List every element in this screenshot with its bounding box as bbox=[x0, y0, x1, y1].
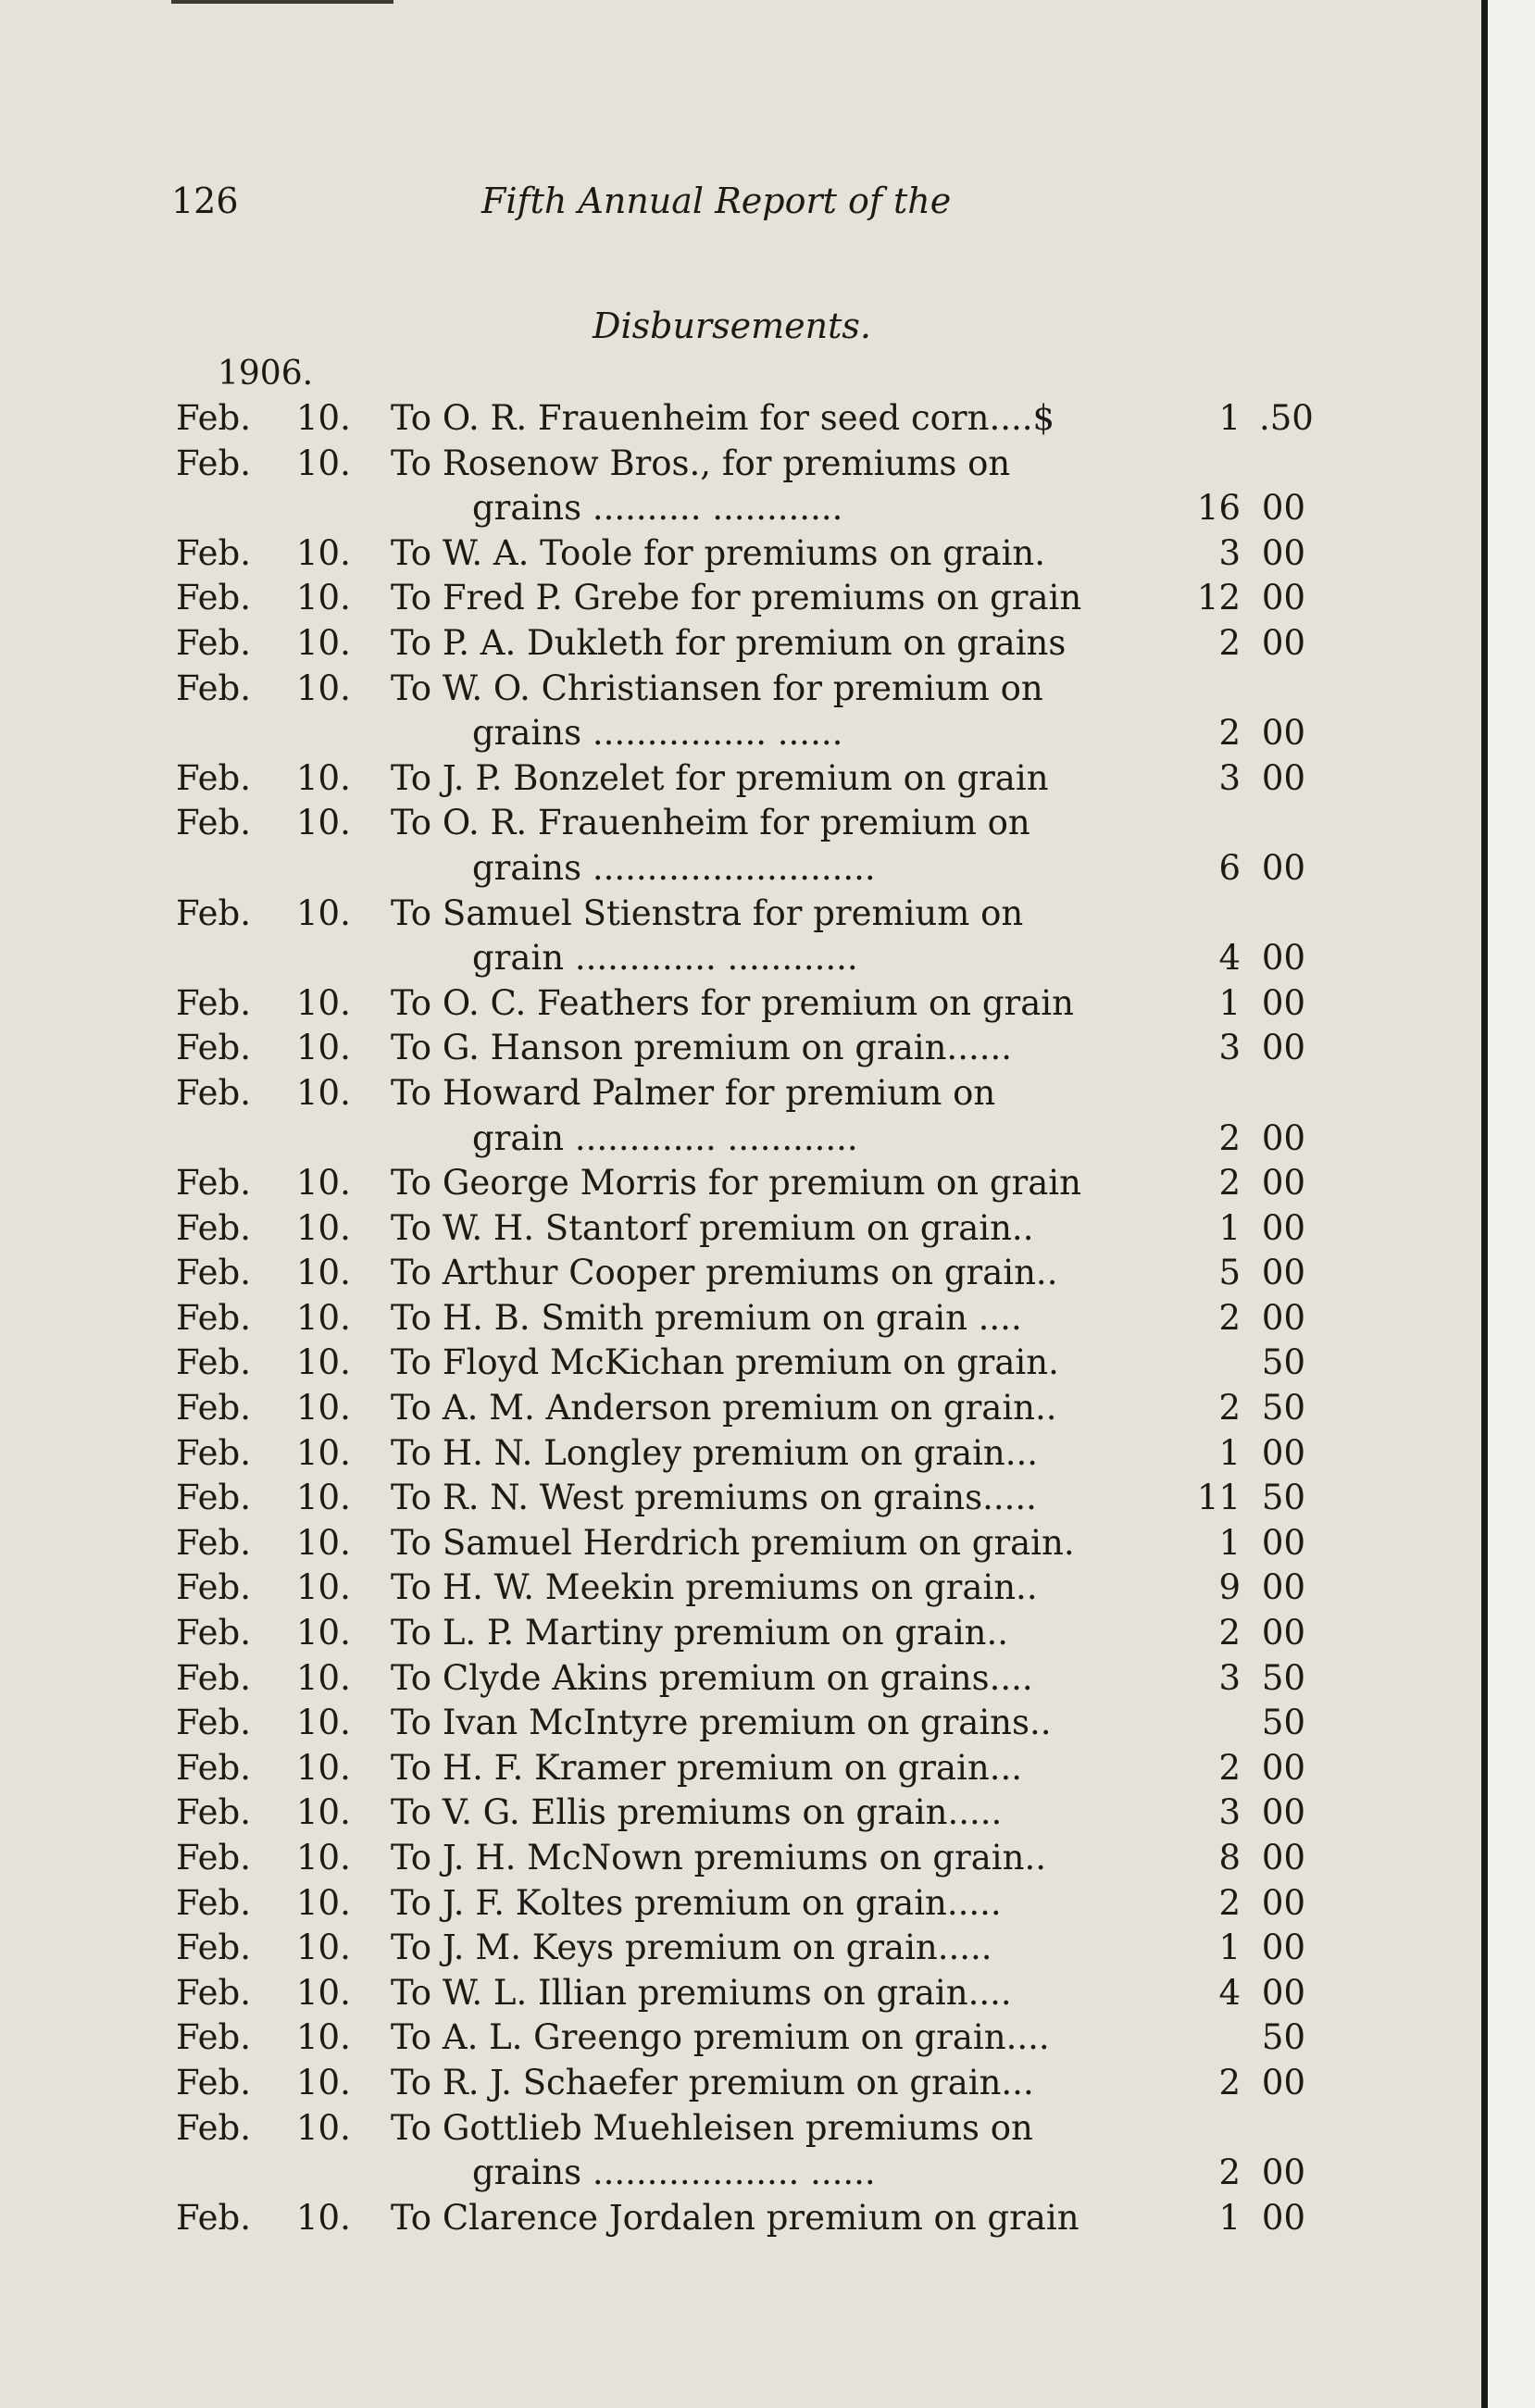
entry-cents: 00 bbox=[1261, 2152, 1305, 2193]
ledger-row bbox=[176, 2196, 1305, 2241]
entry-cents: 00 bbox=[1261, 1792, 1305, 1833]
entry-dollars: 1 bbox=[1218, 2197, 1241, 2238]
entry-cents: 50 bbox=[1261, 1388, 1305, 1429]
entry-month: Feb. bbox=[176, 892, 251, 933]
entry-description: To Gottlieb Muehleisen premiums on bbox=[391, 2107, 1033, 2148]
ledger-row bbox=[176, 1566, 1305, 1611]
entry-cents: 50 bbox=[1261, 1657, 1305, 1698]
entry-description: To George Morris for premium on grain bbox=[391, 1163, 1081, 1204]
entry-cents: 00 bbox=[1261, 938, 1305, 979]
entry-description: To Howard Palmer for premium on bbox=[391, 1072, 996, 1113]
entry-dollars: 8 bbox=[1218, 1838, 1241, 1878]
entry-description: To A. L. Greengo premium on grain.... bbox=[391, 2017, 1050, 2058]
entry-month: Feb. bbox=[176, 2062, 251, 2102]
entry-description: To Clarence Jordalen premium on grain bbox=[391, 2197, 1079, 2238]
entry-month: Feb. bbox=[176, 1253, 251, 1293]
ledger-row bbox=[176, 936, 1305, 981]
entry-month: Feb. bbox=[176, 1882, 251, 1923]
ledger-row bbox=[176, 667, 1305, 712]
entry-description: grains ................... ...... bbox=[472, 2152, 876, 2193]
ledger-row bbox=[176, 2061, 1305, 2106]
entry-cents: 00 bbox=[1261, 1297, 1305, 1338]
entry-day: 10. bbox=[296, 1567, 351, 1608]
entry-description: grains ................ ...... bbox=[472, 713, 843, 754]
entry-month: Feb. bbox=[176, 2107, 251, 2148]
entry-day: 10. bbox=[296, 1747, 351, 1788]
ledger-row bbox=[176, 1656, 1305, 1702]
entry-dollars: 9 bbox=[1218, 1567, 1241, 1608]
entry-description: To Ivan McIntyre premium on grains.. bbox=[391, 1703, 1052, 1743]
entry-month: Feb. bbox=[176, 1792, 251, 1833]
entry-cents: 00 bbox=[1261, 622, 1305, 663]
ledger-row bbox=[176, 1521, 1305, 1566]
entry-day: 10. bbox=[296, 1028, 351, 1068]
entry-day: 10. bbox=[296, 1522, 351, 1563]
entry-month: Feb. bbox=[176, 1072, 251, 1113]
entry-day: 10. bbox=[296, 1792, 351, 1833]
entry-month: Feb. bbox=[176, 1478, 251, 1518]
entry-month: Feb. bbox=[176, 1432, 251, 1473]
entry-dollars: 2 bbox=[1218, 1163, 1241, 1204]
entry-month: Feb. bbox=[176, 1657, 251, 1698]
entry-description: To A. M. Anderson premium on grain.. bbox=[391, 1388, 1057, 1429]
entry-cents: 00 bbox=[1261, 1928, 1305, 1968]
entry-description: To O. C. Feathers for premium on grain bbox=[391, 982, 1074, 1023]
entry-cents: 50 bbox=[1261, 1703, 1305, 1743]
entry-dollars: 3 bbox=[1218, 532, 1241, 573]
ledger-row bbox=[176, 396, 1314, 442]
entry-cents: 50 bbox=[1261, 1478, 1305, 1518]
entry-day: 10. bbox=[296, 1838, 351, 1878]
entry-cents: 00 bbox=[1261, 1747, 1305, 1788]
ledger-row bbox=[176, 1161, 1305, 1206]
entry-description: To W. H. Stantorf premium on grain.. bbox=[391, 1207, 1034, 1248]
ledger-row bbox=[176, 1296, 1305, 1341]
running-title: Fifth Annual Report of the bbox=[481, 181, 952, 221]
entry-day: 10. bbox=[296, 668, 351, 708]
entry-cents: 00 bbox=[1261, 847, 1305, 888]
entry-day: 10. bbox=[296, 1163, 351, 1204]
entry-dollars: 5 bbox=[1218, 1253, 1241, 1293]
entry-cents: 00 bbox=[1261, 713, 1305, 754]
entry-dollars: 2 bbox=[1218, 1613, 1241, 1653]
ledger-row bbox=[176, 1251, 1305, 1296]
ledger-row bbox=[176, 711, 1305, 756]
entry-day: 10. bbox=[296, 1657, 351, 1698]
entry-dollars: 2 bbox=[1218, 1747, 1241, 1788]
ledger-year: 1906. bbox=[218, 355, 314, 393]
entry-cents: 00 bbox=[1261, 1253, 1305, 1293]
ledger-row bbox=[176, 1926, 1305, 1971]
entry-description: To Fred P. Grebe for premiums on grain bbox=[391, 578, 1082, 618]
entry-description: To R. J. Schaefer premium on grain... bbox=[391, 2062, 1034, 2102]
entry-dollars: 11 bbox=[1196, 1478, 1241, 1518]
entry-day: 10. bbox=[296, 803, 351, 843]
entry-description: To Clyde Akins premium on grains.... bbox=[391, 1657, 1033, 1698]
entry-month: Feb. bbox=[176, 1207, 251, 1248]
page-number: 126 bbox=[171, 181, 239, 221]
entry-description: To J. P. Bonzelet for premium on grain bbox=[391, 757, 1049, 798]
entry-description: To H. W. Meekin premiums on grain.. bbox=[391, 1567, 1038, 1608]
entry-cents: 00 bbox=[1261, 1838, 1305, 1878]
entry-cents: 00 bbox=[1261, 2062, 1305, 2102]
entry-day: 10. bbox=[296, 1388, 351, 1429]
entry-cents: 50 bbox=[1261, 2017, 1305, 2058]
entry-cents: 00 bbox=[1261, 1117, 1305, 1158]
entry-dollars: 1 bbox=[1218, 1522, 1241, 1563]
ledger-row bbox=[176, 892, 1305, 937]
entry-month: Feb. bbox=[176, 398, 251, 438]
entry-month: Feb. bbox=[176, 1928, 251, 1968]
entry-dollars: 2 bbox=[1218, 622, 1241, 663]
entry-description: To J. M. Keys premium on grain..... bbox=[391, 1928, 992, 1968]
entry-description: To J. H. McNown premiums on grain.. bbox=[391, 1838, 1046, 1878]
entry-description: To W. L. Illian premiums on grain.... bbox=[391, 1972, 1012, 2013]
entry-description: grains .......... ............ bbox=[472, 488, 843, 529]
entry-month: Feb. bbox=[176, 757, 251, 798]
entry-day: 10. bbox=[296, 578, 351, 618]
entry-cents: 00 bbox=[1261, 1163, 1305, 1204]
entry-day: 10. bbox=[296, 622, 351, 663]
entry-description: To H. N. Longley premium on grain... bbox=[391, 1432, 1039, 1473]
entry-day: 10. bbox=[296, 1972, 351, 2013]
entry-month: Feb. bbox=[176, 1567, 251, 1608]
ledger-row bbox=[176, 1971, 1305, 2016]
top-rule bbox=[171, 0, 393, 4]
entry-cents: 00 bbox=[1261, 1567, 1305, 1608]
ledger-row bbox=[176, 1790, 1305, 1836]
entry-month: Feb. bbox=[176, 532, 251, 573]
entry-day: 10. bbox=[296, 1207, 351, 1248]
entry-description: To L. P. Martiny premium on grain.. bbox=[391, 1613, 1009, 1653]
page-margin bbox=[1488, 0, 1535, 2408]
ledger-row bbox=[176, 1431, 1305, 1477]
entry-month: Feb. bbox=[176, 443, 251, 483]
entry-day: 10. bbox=[296, 532, 351, 573]
entry-cents: 00 bbox=[1261, 2197, 1305, 2238]
entry-description: grain ............. ............ bbox=[472, 1117, 858, 1158]
ledger-row bbox=[176, 621, 1305, 667]
entry-cents: 00 bbox=[1261, 1972, 1305, 2013]
entry-day: 10. bbox=[296, 892, 351, 933]
ledger-row bbox=[176, 1386, 1305, 1431]
entry-day: 10. bbox=[296, 443, 351, 483]
entry-month: Feb. bbox=[176, 622, 251, 663]
entry-dollars: 4 bbox=[1218, 1972, 1241, 2013]
entry-cents: 00 bbox=[1261, 578, 1305, 618]
entry-dollars: 1 bbox=[1218, 1432, 1241, 1473]
entry-dollars: 2 bbox=[1218, 1117, 1241, 1158]
ledger-row bbox=[176, 1746, 1305, 1791]
entry-day: 10. bbox=[296, 1703, 351, 1743]
entry-day: 10. bbox=[296, 1882, 351, 1923]
entry-day: 10. bbox=[296, 398, 351, 438]
entry-month: Feb. bbox=[176, 1297, 251, 1338]
entry-day: 10. bbox=[296, 1072, 351, 1113]
entry-description: To R. N. West premiums on grains..... bbox=[391, 1478, 1037, 1518]
ledger-row bbox=[176, 1206, 1305, 1252]
disbursements-ledger bbox=[176, 396, 1314, 2240]
ledger-row bbox=[176, 1881, 1305, 1927]
entry-month: Feb. bbox=[176, 1388, 251, 1429]
ledger-row bbox=[176, 1476, 1305, 1521]
entry-dollars: 1 bbox=[1218, 1207, 1241, 1248]
entry-month: Feb. bbox=[176, 1163, 251, 1204]
entry-day: 10. bbox=[296, 1297, 351, 1338]
ledger-row bbox=[176, 1611, 1305, 1656]
entry-day: 10. bbox=[296, 1613, 351, 1653]
entry-day: 10. bbox=[296, 1432, 351, 1473]
entry-description: To O. R. Frauenheim for seed corn....$ bbox=[391, 398, 1055, 438]
entry-month: Feb. bbox=[176, 1522, 251, 1563]
entry-dollars: 1 bbox=[1218, 982, 1241, 1023]
ledger-row bbox=[176, 486, 1305, 531]
entry-cents: 00 bbox=[1261, 1882, 1305, 1923]
entry-cents: 00 bbox=[1261, 982, 1305, 1023]
entry-month: Feb. bbox=[176, 1613, 251, 1653]
entry-description: To Samuel Herdrich premium on grain. bbox=[391, 1522, 1075, 1563]
entry-day: 10. bbox=[296, 1253, 351, 1293]
entry-dollars: 2 bbox=[1218, 2152, 1241, 2193]
entry-dollars: 3 bbox=[1218, 1657, 1241, 1698]
entry-day: 10. bbox=[296, 982, 351, 1023]
ledger-row bbox=[176, 1341, 1305, 1386]
entry-dollars: 3 bbox=[1218, 757, 1241, 798]
entry-day: 10. bbox=[296, 2017, 351, 2058]
entry-description: To G. Hanson premium on grain...... bbox=[391, 1028, 1013, 1068]
entry-description: To J. F. Koltes premium on grain..... bbox=[391, 1882, 1002, 1923]
entry-day: 10. bbox=[296, 2197, 351, 2238]
ledger-row bbox=[176, 1836, 1305, 1881]
entry-day: 10. bbox=[296, 1928, 351, 1968]
entry-dollars: 2 bbox=[1218, 1388, 1241, 1429]
entry-day: 10. bbox=[296, 2062, 351, 2102]
entry-cents: 50 bbox=[1261, 1342, 1305, 1383]
entry-description: To Arthur Cooper premiums on grain.. bbox=[391, 1253, 1058, 1293]
ledger-row bbox=[176, 2151, 1305, 2196]
entry-month: Feb. bbox=[176, 2017, 251, 2058]
entry-dollars: 1 bbox=[1218, 398, 1241, 438]
entry-dollars: 6 bbox=[1218, 847, 1241, 888]
section-title: Disbursements. bbox=[593, 306, 871, 346]
entry-dollars: 2 bbox=[1218, 2062, 1241, 2102]
entry-dollars: 2 bbox=[1218, 1882, 1241, 1923]
entry-cents: 00 bbox=[1261, 488, 1305, 529]
entry-month: Feb. bbox=[176, 1972, 251, 2013]
entry-dollars: 2 bbox=[1218, 1297, 1241, 1338]
entry-description: To W. O. Christiansen for premium on bbox=[391, 668, 1043, 708]
entry-month: Feb. bbox=[176, 982, 251, 1023]
entry-cents: 00 bbox=[1261, 757, 1305, 798]
entry-cents: 00 bbox=[1261, 1613, 1305, 1653]
entry-dollars: 4 bbox=[1218, 938, 1241, 979]
entry-description: To P. A. Dukleth for premium on grains bbox=[391, 622, 1067, 663]
ledger-row bbox=[176, 531, 1305, 577]
entry-day: 10. bbox=[296, 1342, 351, 1383]
entry-cents: 00 bbox=[1261, 1028, 1305, 1068]
ledger-row bbox=[176, 442, 1305, 487]
entry-description: To H. B. Smith premium on grain .... bbox=[391, 1297, 1022, 1338]
entry-description: grain ............. ............ bbox=[472, 938, 858, 979]
entry-dollars: 2 bbox=[1218, 713, 1241, 754]
entry-dollars: 16 bbox=[1196, 488, 1241, 529]
page-edge-bar bbox=[1481, 0, 1488, 2408]
ledger-row bbox=[176, 1701, 1305, 1746]
entry-dollars: 1 bbox=[1218, 1928, 1241, 1968]
entry-cents: 00 bbox=[1261, 1522, 1305, 1563]
ledger-row bbox=[176, 1071, 1305, 1117]
entry-month: Feb. bbox=[176, 1703, 251, 1743]
entry-description: To Samuel Stienstra for premium on bbox=[391, 892, 1024, 933]
ledger-row bbox=[176, 2015, 1305, 2061]
entry-month: Feb. bbox=[176, 1838, 251, 1878]
entry-description: To Rosenow Bros., for premiums on bbox=[391, 443, 1011, 483]
entry-month: Feb. bbox=[176, 1747, 251, 1788]
entry-cents: .50 bbox=[1259, 398, 1314, 438]
entry-dollars: 3 bbox=[1218, 1792, 1241, 1833]
ledger-row bbox=[176, 801, 1305, 846]
entry-description: grains .......................... bbox=[472, 847, 876, 888]
entry-month: Feb. bbox=[176, 668, 251, 708]
ledger-row bbox=[176, 2106, 1305, 2152]
entry-day: 10. bbox=[296, 2107, 351, 2148]
entry-month: Feb. bbox=[176, 803, 251, 843]
entry-month: Feb. bbox=[176, 1342, 251, 1383]
entry-cents: 00 bbox=[1261, 532, 1305, 573]
ledger-row bbox=[176, 1026, 1305, 1071]
entry-description: To O. R. Frauenheim for premium on bbox=[391, 803, 1030, 843]
entry-description: To H. F. Kramer premium on grain... bbox=[391, 1747, 1022, 1788]
ledger-row bbox=[176, 981, 1305, 1027]
entry-day: 10. bbox=[296, 757, 351, 798]
entry-month: Feb. bbox=[176, 2197, 251, 2238]
ledger-row bbox=[176, 756, 1305, 802]
ledger-row bbox=[176, 846, 1305, 892]
entry-cents: 00 bbox=[1261, 1207, 1305, 1248]
entry-description: To V. G. Ellis premiums on grain..... bbox=[391, 1792, 1003, 1833]
entry-dollars: 3 bbox=[1218, 1028, 1241, 1068]
page-header bbox=[0, 181, 1481, 227]
entry-dollars: 12 bbox=[1196, 578, 1241, 618]
entry-day: 10. bbox=[296, 1478, 351, 1518]
entry-month: Feb. bbox=[176, 1028, 251, 1068]
ledger-row bbox=[176, 1117, 1305, 1162]
ledger-row bbox=[176, 576, 1305, 621]
entry-description: To Floyd McKichan premium on grain. bbox=[391, 1342, 1059, 1383]
entry-description: To W. A. Toole for premiums on grain. bbox=[391, 532, 1046, 573]
entry-cents: 00 bbox=[1261, 1432, 1305, 1473]
entry-month: Feb. bbox=[176, 578, 251, 618]
